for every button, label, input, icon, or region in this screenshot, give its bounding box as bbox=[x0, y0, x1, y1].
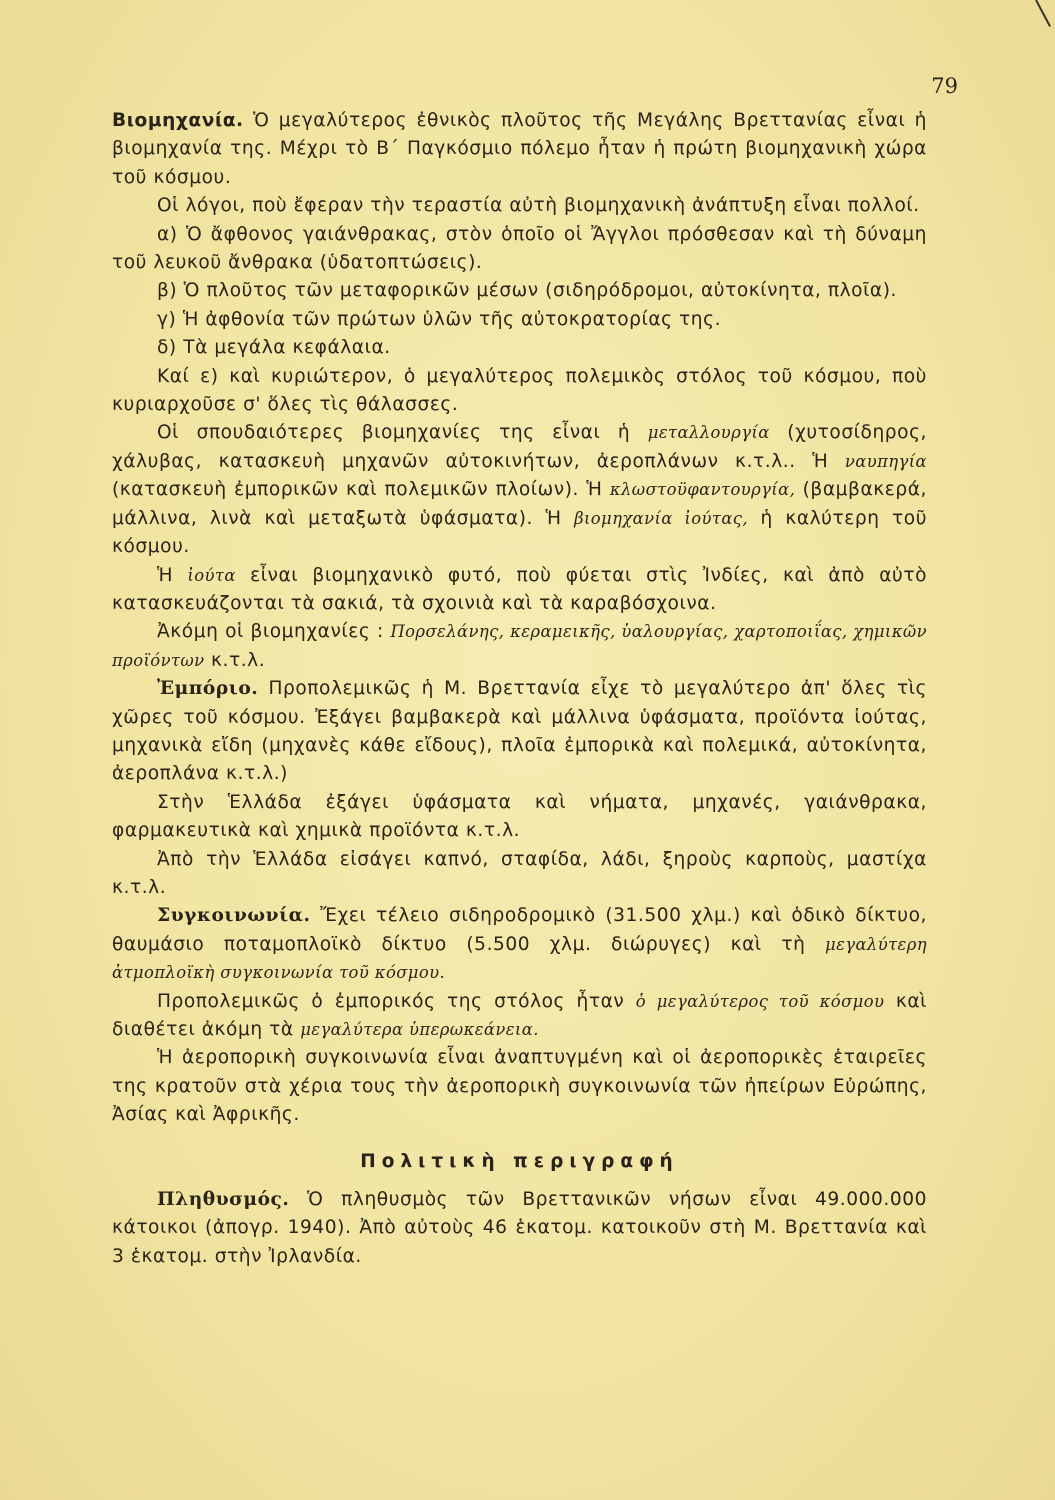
page-body bbox=[112, 107, 927, 1271]
industry-main-industries: Οἱ σπουδαιότερες βιομηχανίες της εἶναι ἡ μεταλλουργία (χυτοσίδηρος, χάλυβας, κατασκευὴ μηχανῶν αὐτοκινήτων, ἀεροπλάνων κ.τ.λ.. Ἡ ναυπηγία (κατασκευὴ ἐμπορικῶν καὶ πολεμικῶν πλοίων). Ἡ κλωστοϋφαντουργία, (βαμβακερά, μάλλινα, λινὰ καὶ μεταξωτὰ ὑφάσματα). Ἡ βιομηχανία ἰούτας, ἡ καλύτερη τοῦ κόσμου. bbox=[112, 422, 927, 558]
population-paragraph: Πληθυσμός. Ὁ πληθυσμὸς τῶν Βρεττανικῶν νήσων εἶναι 49.000.000 κάτοικοι (ἀπογρ. 1940). Ἀπὸ αὐτοὺς 46 ἑκατομ. κατοικοῦν στὴ Μ. Βρεττανία καὶ 3 ἑκατομ. στὴν Ἰρλανδία. bbox=[112, 1189, 927, 1267]
transport-merchant-fleet: Προπολεμικῶς ὁ ἐμπορικός της στόλος ἦταν ὁ μεγαλύτερος τοῦ κόσμου καὶ διαθέτει ἀκόμη τὰ μεγαλύτερα ὑπερωκεάνεια. bbox=[112, 990, 927, 1040]
transport-air: Ἡ ἀεροπορικὴ συγκοινωνία εἶναι ἀναπτυγμένη καὶ οἱ ἀεροπορικὲς ἑταιρεῖες της κρατοῦν στὰ χέρια τους τὴν ἀεροπορικὴ συγκοινωνία τῶν ἠπείρων Εὐρώπης, Ἀσίας καὶ Ἀφρικῆς. bbox=[112, 1047, 927, 1126]
industry-paragraph-2: Οἱ λόγοι, ποὺ ἔφεραν τὴν τεραστία αὐτὴ βιομηχανικὴ ἀνάπτυξη εἶναι πολλοί. bbox=[157, 195, 920, 217]
industry-paragraph-1: Βιομηχανία. Ὁ μεγαλύτερος ἐθνικὸς πλοῦτος τῆς Μεγάλης Βρεττανίας εἶναι ἡ βιομηχανία της. Μέχρι τὸ Β΄ Παγκόσμιο πόλεμο ἦταν ἡ πρώτη βιομηχανικὴ χώρα τοῦ κόσμου. bbox=[112, 110, 927, 188]
industry-reason-c: γ) Ἡ ἀφθονία τῶν πρώτων ὑλῶν τῆς αὐτοκρατορίας της. bbox=[157, 308, 722, 330]
population-heading: Πληθυσμός. bbox=[157, 1189, 290, 1211]
industry-reason-d: δ) Τὰ μεγάλα κεφάλαια. bbox=[157, 337, 391, 359]
transport-heading: Συγκοινωνία. bbox=[157, 905, 311, 927]
section-heading-political: Πολιτικὴ περιγραφή bbox=[360, 1150, 679, 1172]
commerce-imports-greece: Ἀπὸ τὴν Ἑλλάδα εἰσάγει καπνό, σταφίδα, λάδι, ξηροὺς καρποὺς, μαστίχα κ.τ.λ. bbox=[112, 848, 927, 898]
industry-jute: Ἡ ἰούτα εἶναι βιομηχανικὸ φυτό, ποὺ φύεται στὶς Ἰνδίες, καὶ ἀπὸ αὐτὸ κατασκευάζονται τὰ σακιά, τὰ σχοινιὰ καὶ τὰ καραβόσχοινα. bbox=[112, 564, 927, 614]
commerce-heading: Ἐμπόριο. bbox=[157, 678, 259, 700]
commerce-paragraph-1: Ἐμπόριο. Προπολεμικῶς ἡ Μ. Βρεττανία εἶχε τὸ μεγαλύτερο ἀπ' ὅλες τὶς χῶρες τοῦ κόσμου. Ἐξάγει βαμβακερὰ καὶ μάλλινα ὑφάσματα, προϊόντα ἰούτας, μηχανικὰ εἴδη (μηχανὲς κάθε εἴδους), πλοῖα ἐμπορικὰ καὶ πολεμικά, αὐτοκίνητα, ἀεροπλάνα κ.τ.λ.) bbox=[112, 678, 927, 785]
corner-pen-mark bbox=[1035, 0, 1051, 27]
transport-paragraph-1: Συγκοινωνία. Ἔχει τέλειο σιδηροδρομικὸ (31.500 χλμ.) καὶ ὁδικὸ δίκτυο, θαυμάσιο ποταμοπλοϊκὸ δίκτυο (5.500 χλμ. διώρυγες) καὶ τὴ μεγαλύτερη ἀτμοπλοϊκὴ συγκοινωνία τοῦ κόσμου. bbox=[112, 905, 927, 983]
industry-other: Ἀκόμη οἱ βιομηχανίες : Πορσελάνης, κεραμεικῆς, ὑαλουργίας, χαρτοποιΐας, χημικῶν προϊόντων κ.τ.λ. bbox=[112, 621, 927, 671]
page-number: 79 bbox=[931, 74, 958, 98]
industry-reason-b: β) Ὁ πλοῦτος τῶν μεταφορικῶν μέσων (σιδηρόδρομοι, αὐτοκίνητα, πλοῖα). bbox=[157, 280, 897, 302]
industry-heading: Βιομηχανία. bbox=[112, 110, 244, 131]
industry-reason-a: α) Ὁ ἄφθονος γαιάνθρακας, στὸν ὁποῖο οἱ Ἄγγλοι πρόσθεσαν καὶ τὴ δύναμη τοῦ λευκοῦ ἄνθρακα (ὑδατοπτώσεις). bbox=[112, 223, 927, 274]
commerce-exports-greece: Στὴν Ἑλλάδα ἐξάγει ὑφάσματα καὶ νήματα, μηχανές, γαιάνθρακα, φαρμακευτικὰ καὶ χημικὰ προϊόντα κ.τ.λ. bbox=[112, 791, 927, 842]
industry-reason-e: Καί ε) καὶ κυριώτερον, ὁ μεγαλύτερος πολεμικὸς στόλος τοῦ κόσμου, ποὺ κυριαρχοῦσε σ' ὅλες τὶς θάλασσες. bbox=[112, 365, 927, 416]
